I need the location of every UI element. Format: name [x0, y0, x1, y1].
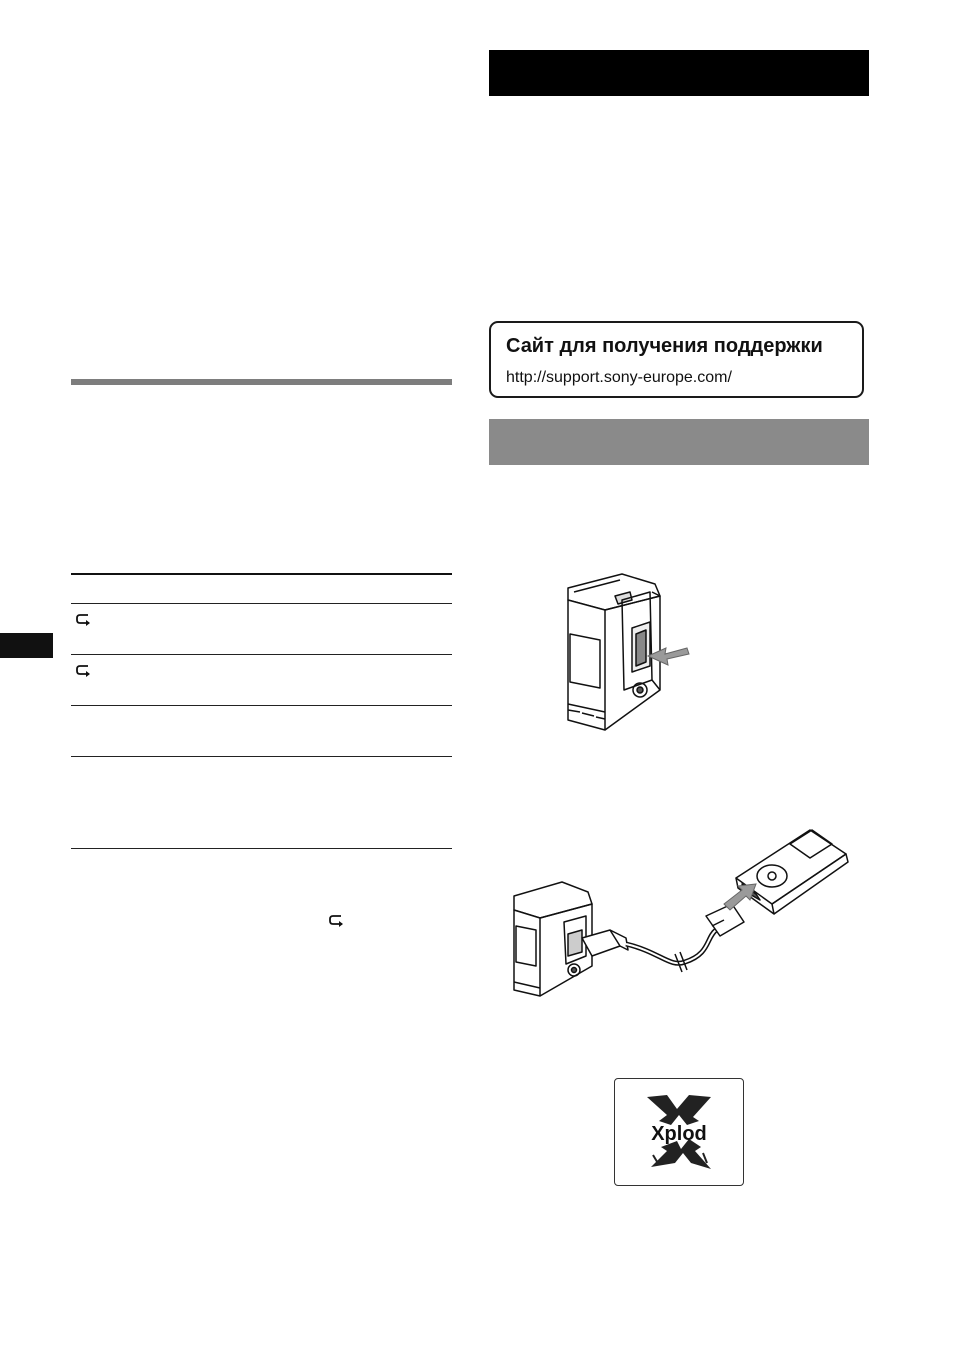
table-row-divider — [71, 654, 452, 655]
repeat-icon — [75, 664, 93, 680]
repeat-icon — [75, 613, 93, 629]
header-bar — [489, 50, 869, 96]
support-url-link[interactable]: http://support.sony-europe.com/ — [506, 369, 732, 386]
section-rule — [71, 379, 452, 385]
table-row-divider — [71, 705, 452, 706]
usb-cable-icon — [510, 826, 860, 998]
support-box — [489, 321, 864, 398]
logo-text: Xplod — [651, 1123, 707, 1145]
repeat-icon — [328, 914, 346, 930]
table-top-rule — [71, 573, 452, 575]
xplod-logo — [614, 1078, 744, 1186]
car-stereo-icon — [560, 570, 695, 732]
support-title: Сайт для получения поддержки — [506, 335, 823, 357]
section-bar — [489, 419, 869, 465]
table-row-divider — [71, 603, 452, 604]
table-row-divider — [71, 756, 452, 757]
section-side-tab — [0, 633, 53, 658]
table-bottom-rule — [71, 848, 452, 849]
